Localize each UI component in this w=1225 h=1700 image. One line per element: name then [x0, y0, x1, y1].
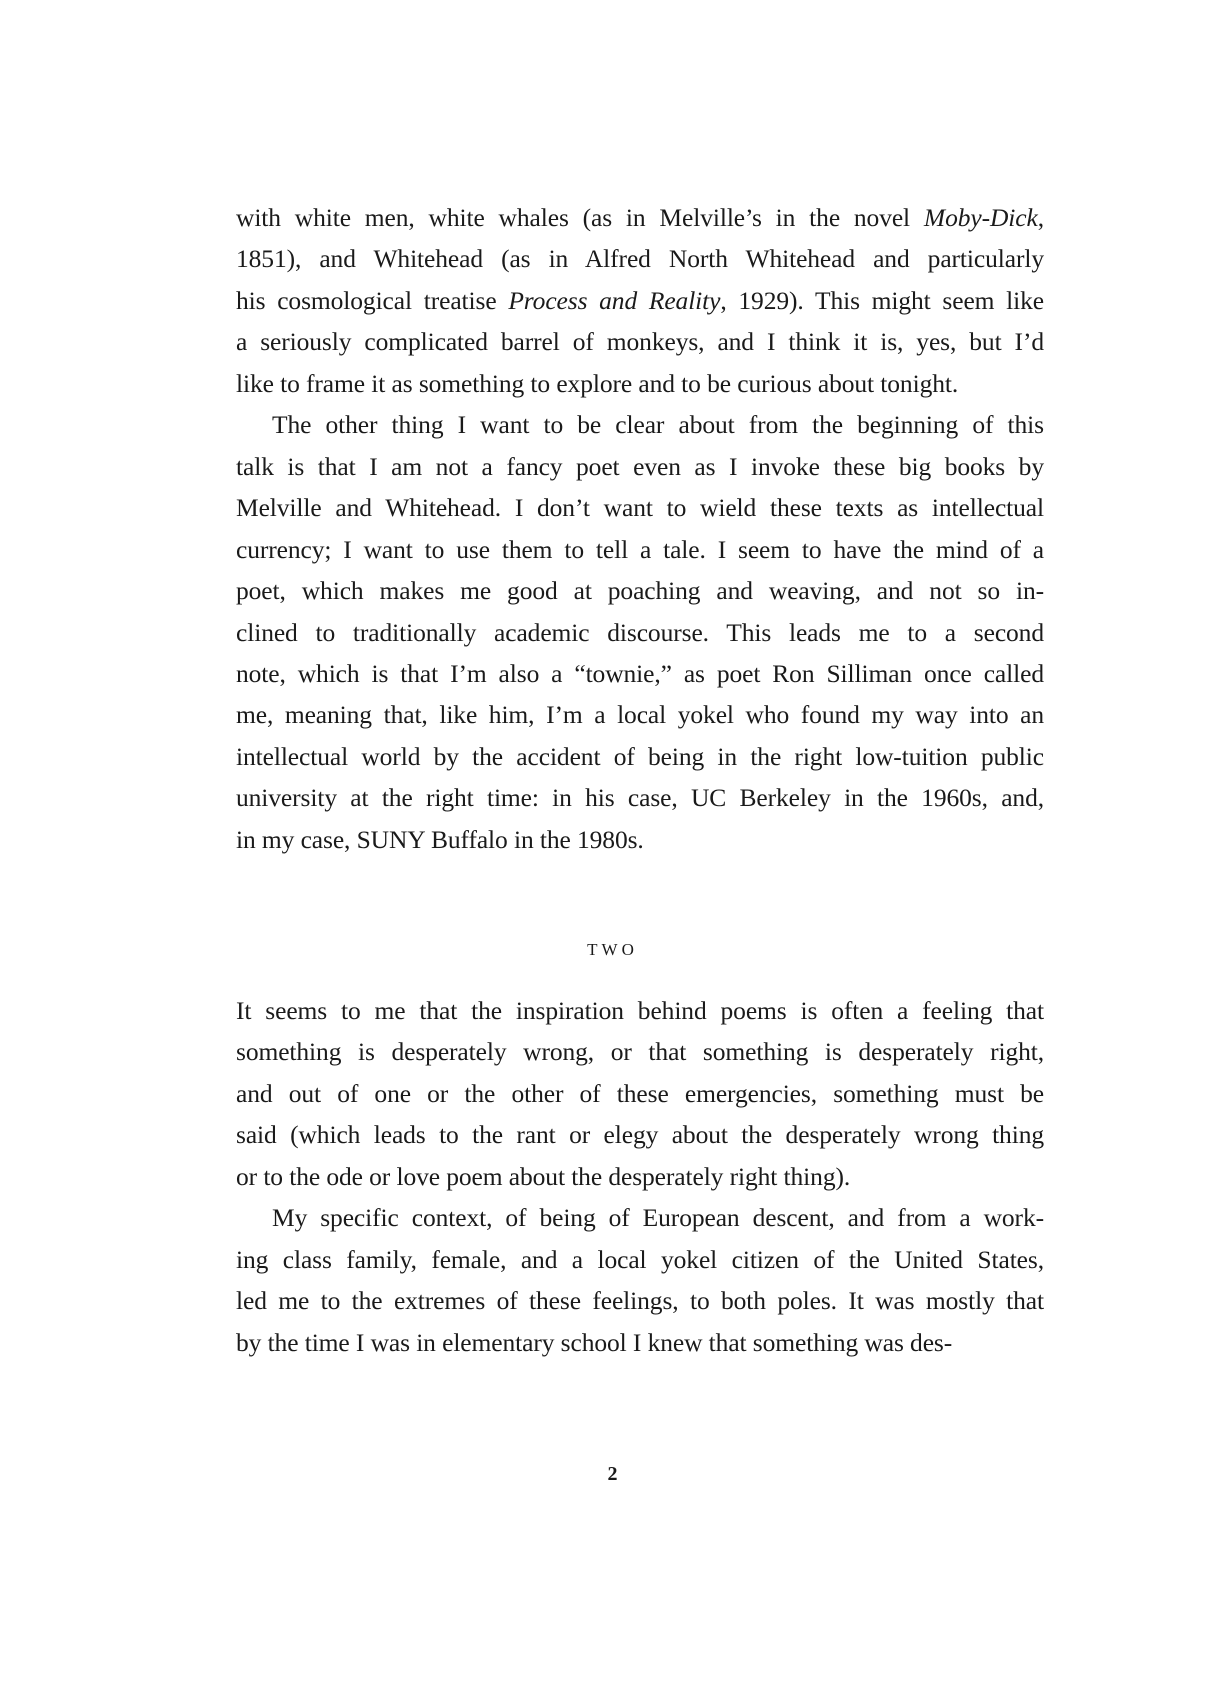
- text-line: ing class family, female, and a local yokel citizen of the United States,: [236, 1244, 1044, 1274]
- text-line: led me to the extremes of these feelings, to both poles. It was mostly that: [236, 1286, 1044, 1316]
- text-line: university at the right time: in his case, UC Berkeley in the 1960s, and,: [236, 783, 1044, 813]
- text-line: in my case, SUNY Buffalo in the 1980s.: [236, 824, 644, 854]
- text-line: his cosmological treatise Process and Reality, 1929). This might seem like: [236, 285, 1044, 315]
- text-line: clined to traditionally academic discourse. This leads me to a second: [236, 617, 1044, 647]
- text-line: like to frame it as something to explore and to be curious about tonight.: [236, 368, 959, 398]
- text-line: Melville and Whitehead. I don’t want to wield these texts as intellectual: [236, 493, 1044, 523]
- text-line: with white men, white whales (as in Melville’s in the novel Moby-Dick,: [236, 203, 1044, 232]
- text-line: My specific context, of being of European descent, and from a work-: [272, 1203, 1044, 1233]
- text-line: me, meaning that, like him, I’m a local yokel who found my way into an: [236, 700, 1044, 730]
- text-line: The other thing I want to be clear about from the beginning of this: [272, 410, 1044, 440]
- text-line: and out of one or the other of these emergencies, something must be: [236, 1078, 1044, 1108]
- text-line: talk is that I am not a fancy poet even as I invoke these big books by: [236, 451, 1044, 481]
- text-line: intellectual world by the accident of being in the right low-tuition public: [236, 741, 1044, 771]
- text-line: a seriously complicated barrel of monkeys, and I think it is, yes, but I’d: [236, 327, 1044, 357]
- text-line: note, which is that I’m also a “townie,” as poet Ron Silliman once called: [236, 658, 1044, 688]
- section-heading: TWO: [587, 940, 638, 959]
- text-line: said (which leads to the rant or elegy about the desperately wrong thing: [236, 1120, 1044, 1150]
- text-line: poet, which makes me good at poaching and weaving, and not so in-: [236, 576, 1044, 606]
- italic-title: Moby-Dick: [923, 203, 1038, 232]
- text-line: by the time I was in elementary school I knew that something was des-: [236, 1327, 953, 1357]
- text-line: currency; I want to use them to tell a tale. I seem to have the mind of a: [236, 534, 1044, 564]
- page-number: 2: [607, 1463, 618, 1485]
- text-line: something is desperately wrong, or that something is desperately right,: [236, 1037, 1044, 1067]
- italic-title: Process and Reality: [508, 285, 721, 315]
- text-line: It seems to me that the inspiration behind poems is often a feeling that: [236, 996, 1044, 1025]
- text-line: or to the ode or love poem about the desperately right thing).: [236, 1161, 851, 1191]
- text-line: 1851), and Whitehead (as in Alfred North Whitehead and particularly: [236, 244, 1044, 274]
